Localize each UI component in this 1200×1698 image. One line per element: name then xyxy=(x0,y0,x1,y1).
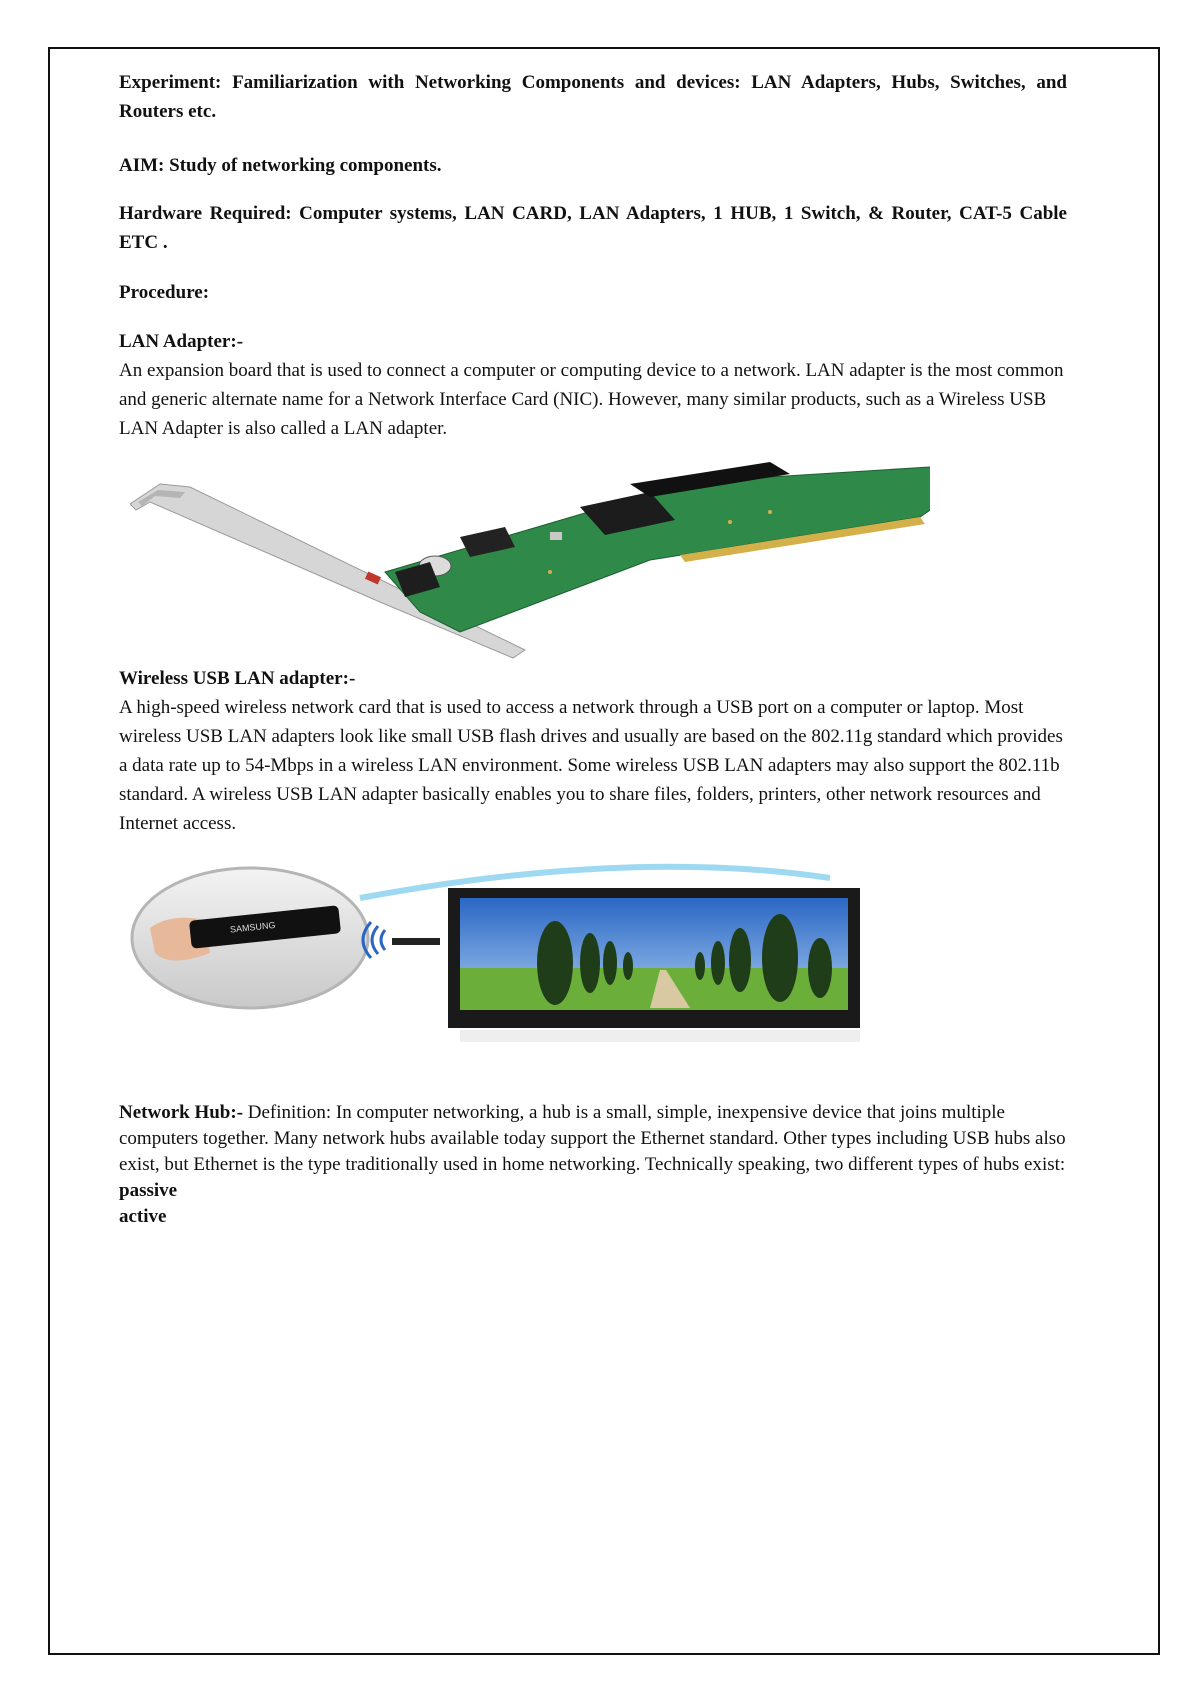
solder-dot xyxy=(768,510,772,514)
wireless-usb-section xyxy=(119,664,1067,838)
experiment-title: Experiment: Familiarization with Networking Components and devices: LAN Adapters, Hubs, Switches, and Routers etc. xyxy=(119,72,1067,122)
wireless-usb-image xyxy=(130,858,940,1058)
wireless-usb-heading: Wireless USB LAN adapter:- xyxy=(119,668,356,689)
network-hub-paragraph xyxy=(119,1100,1067,1178)
network-hub-body: Definition: In computer networking, a hub is a small, simple, inexpensive device that joins multiple computers together. Many network hubs available today support the Ethernet standard. Other types including USB hubs also exist, but Ethernet is the type traditionally used in home networking. Technically speaking, two different types of hubs exist: xyxy=(119,1102,1066,1175)
lan-adapter-heading: LAN Adapter:- xyxy=(119,331,244,352)
tree xyxy=(603,941,617,985)
tree xyxy=(623,952,633,980)
wifi-arc xyxy=(372,926,378,954)
tv-reflection xyxy=(460,1030,860,1042)
procedure-heading: Procedure: xyxy=(119,282,210,303)
tree xyxy=(695,952,705,980)
hardware-required: Hardware Required: Computer systems, LAN CARD, LAN Adapters, 1 HUB, 1 Switch, & Router, CAT-5 Cable ETC . xyxy=(119,203,1067,253)
tree xyxy=(580,933,600,993)
solder-dot xyxy=(728,520,732,524)
dongle-brand: SAMSUNG xyxy=(229,919,276,935)
lan-adapter-body: An expansion board that is used to connect a computer or computing device to a network. LAN adapter is the most common and generic alternate name for a Network Interface Card (NIC). However, many similar products, such as a Wireless USB LAN Adapter is also called a LAN adapter. xyxy=(119,360,1064,439)
network-hub-section xyxy=(119,1100,1067,1230)
lan-card-image xyxy=(130,462,930,662)
hub-type-passive: passive xyxy=(119,1180,178,1201)
wifi-arc xyxy=(381,930,385,950)
tree xyxy=(808,938,832,998)
network-hub-heading: Network Hub:- xyxy=(119,1102,244,1123)
lan-adapter-section xyxy=(119,327,1067,443)
tree xyxy=(711,941,725,985)
hub-type-active: active xyxy=(119,1206,167,1227)
aim-line: AIM: Study of networking components. xyxy=(119,155,442,176)
tree xyxy=(729,928,751,992)
tree xyxy=(537,921,573,1005)
solder-dot xyxy=(548,570,552,574)
wireless-usb-body: A high-speed wireless network card that is used to access a network through a USB port on a computer or laptop. Most wireless USB LAN adapters look like small USB flash drives and usually are based on the 802.11g standard which provides a data rate up to 54-Mbps in a wireless LAN environment. Some wireless USB LAN adapters may also support the 802.11b standard. A wireless USB LAN adapter basically enables you to share files, folders, printers, other network resources and Internet access. xyxy=(119,697,1063,834)
usb-plug-on-tv xyxy=(392,938,440,945)
crystal xyxy=(550,532,562,540)
tree xyxy=(762,914,798,1002)
